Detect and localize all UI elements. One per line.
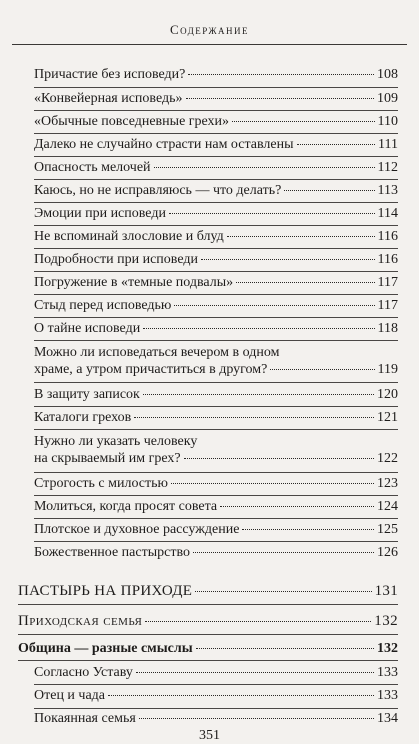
toc-entry[interactable]: [34, 521, 398, 538]
leader-dots: [134, 417, 374, 418]
entry-divider: [34, 495, 398, 496]
leader-dots: [186, 98, 375, 99]
leader-dots: [195, 591, 371, 592]
toc-entry[interactable]: [34, 205, 398, 222]
toc-entry-title: Стыд перед исповедью: [34, 298, 172, 313]
entry-divider: [34, 317, 398, 318]
toc-entry-page: 111: [378, 137, 398, 152]
leader-dots: [284, 190, 374, 191]
toc-entry[interactable]: [34, 274, 398, 291]
toc-entry-title: Каюсь, но не исправляюсь — что делать?: [34, 183, 282, 198]
entry-divider: [34, 202, 398, 203]
toc-entry[interactable]: [34, 710, 398, 727]
leader-dots: [108, 695, 374, 696]
toc-entry-page: 126: [377, 545, 398, 560]
leader-dots: [171, 483, 374, 484]
toc-entry-page: 134: [377, 711, 398, 726]
page-number: [0, 728, 419, 744]
entry-divider: [34, 248, 398, 249]
toc-entry-title-cont: на скрываемый им грех?: [34, 451, 181, 466]
toc-entry-title: Покаянная семья: [34, 711, 136, 726]
entry-divider: [18, 604, 398, 605]
chapter-page: 132: [374, 613, 398, 629]
toc-entry-title: «Конвейерная исповедь»: [34, 91, 183, 106]
entry-divider: [34, 472, 398, 473]
toc-entry-title: Согласно Уставу: [34, 665, 133, 680]
toc-entry-page: 113: [377, 183, 398, 198]
entry-divider: [34, 406, 398, 407]
subchapter-page: 132: [377, 641, 398, 656]
entry-divider: [34, 225, 398, 226]
entry-divider: [34, 87, 398, 88]
leader-dots: [139, 718, 374, 719]
entry-divider: [18, 660, 398, 661]
toc-chapter-heading[interactable]: [18, 613, 398, 630]
header-rule: [12, 44, 407, 45]
leader-dots: [297, 144, 376, 145]
entry-divider: [34, 271, 398, 272]
toc-entry-title-cont: храме, а утром причаститься в другом?: [34, 362, 268, 377]
toc-entry-title: Подробности при исповеди: [34, 252, 198, 267]
toc-entry-page: 123: [377, 476, 398, 491]
toc-entry[interactable]: [34, 90, 398, 107]
leader-dots: [220, 506, 374, 507]
leader-dots: [169, 213, 375, 214]
part-title: ПАСТЫРЬ НА ПРИХОДЕ: [18, 583, 193, 599]
toc-entry-title: Молиться, когда просят совета: [34, 499, 218, 514]
toc-entry-title: Плотское и духовное рассуждение: [34, 522, 240, 537]
toc-entry-page: 122: [377, 451, 398, 466]
toc-entry-title: Божественное пастырство: [34, 545, 190, 560]
toc-entry[interactable]: [34, 320, 398, 337]
leader-dots: [136, 672, 374, 673]
part-page: 131: [374, 583, 398, 599]
toc-entry[interactable]: [34, 251, 398, 268]
leader-dots: [184, 458, 374, 459]
toc-entry-title: Каталоги грехов: [34, 410, 132, 425]
leader-dots: [242, 529, 374, 530]
toc-entry[interactable]: [34, 687, 398, 704]
leader-dots: [154, 167, 375, 168]
toc-entry-title: Эмоции при исповеди: [34, 206, 166, 221]
entry-divider: [34, 684, 398, 685]
toc-entry-page: 121: [377, 410, 398, 425]
toc-entry-title: Далеко не случайно страсти нам оставлены: [34, 137, 294, 152]
leader-dots: [196, 648, 374, 649]
toc-entry-title: Погружение в «темные подвалы»: [34, 275, 234, 290]
toc-entry-page: 120: [377, 387, 398, 402]
toc-entry[interactable]: [34, 386, 398, 403]
toc-entry-title: Отец и чада: [34, 688, 106, 703]
toc-entry[interactable]: [34, 182, 398, 199]
toc-entry-title: Опасность мелочей: [34, 160, 151, 175]
entry-divider: [34, 429, 398, 430]
chapter-title: Приходская семья: [18, 613, 143, 629]
toc-entry-page: 133: [377, 665, 398, 680]
entry-divider: [18, 634, 398, 635]
toc-entry[interactable]: [34, 113, 398, 130]
entry-divider: [34, 541, 398, 542]
toc-entry-page: 124: [377, 499, 398, 514]
entry-divider: [34, 708, 398, 709]
toc-entry-page: 109: [377, 91, 398, 106]
toc-entry-title: В защиту записок: [34, 387, 140, 402]
entry-divider: [34, 518, 398, 519]
toc-entry-title: «Обычные повседневные грехи»: [34, 114, 230, 129]
toc-entry-title: Нужно ли указать человеку: [34, 434, 198, 449]
toc-entry-title: О тайне исповеди: [34, 321, 141, 336]
toc-entry-page: 112: [377, 160, 398, 175]
toc-entry[interactable]: [34, 344, 398, 378]
toc-entry[interactable]: [34, 297, 398, 314]
toc-entry-title: Можно ли исповедаться вечером в одном: [34, 345, 280, 360]
leader-dots: [145, 621, 371, 622]
leader-dots: [143, 394, 374, 395]
leader-dots: [232, 121, 374, 122]
toc-entry-page: 117: [377, 275, 398, 290]
leader-dots: [270, 369, 374, 370]
toc-entry-page: 110: [377, 114, 398, 129]
leader-dots: [193, 552, 374, 553]
toc-entry-page: 108: [377, 67, 398, 82]
leader-dots: [236, 282, 374, 283]
toc-entry-title: Причастие без исповеди?: [34, 67, 186, 82]
toc-entry[interactable]: [34, 664, 398, 681]
toc-entry-title: Строгость с милостью: [34, 476, 168, 491]
page-number-text: 351: [199, 728, 220, 743]
entry-divider: [34, 156, 398, 157]
toc-entry[interactable]: [34, 159, 398, 176]
toc-entry-title: Не вспоминай злословие и блуд: [34, 229, 224, 244]
toc-entry-page: 116: [377, 229, 398, 244]
toc-subchapter-heading[interactable]: [18, 640, 398, 657]
toc-entry[interactable]: [34, 498, 398, 515]
toc-part-heading[interactable]: [18, 583, 398, 600]
toc-entry[interactable]: [34, 433, 398, 467]
toc-entry-page: 118: [377, 321, 398, 336]
leader-dots: [188, 74, 374, 75]
toc-entry-page: 125: [377, 522, 398, 537]
leader-dots: [201, 259, 375, 260]
toc-entry[interactable]: [34, 66, 398, 83]
running-head: Содержание: [169, 22, 250, 37]
toc-entry[interactable]: [34, 544, 398, 561]
toc-entry[interactable]: [34, 409, 398, 426]
entry-divider: [34, 133, 398, 134]
entry-divider: [34, 294, 398, 295]
entry-divider: [34, 179, 398, 180]
toc-entry-page: 116: [377, 252, 398, 267]
toc-entry-page: 114: [377, 206, 398, 221]
entry-divider: [34, 110, 398, 111]
leader-dots: [174, 305, 374, 306]
toc-entry-page: 117: [377, 298, 398, 313]
leader-dots: [227, 236, 375, 237]
subchapter-title: Община — разные смыслы: [18, 641, 193, 656]
toc-entry[interactable]: [34, 228, 398, 245]
toc-entry-page: 119: [377, 362, 398, 377]
leader-dots: [143, 328, 374, 329]
toc-entry[interactable]: [34, 475, 398, 492]
toc-entry-page: 133: [377, 688, 398, 703]
entry-divider: [34, 382, 398, 383]
entry-divider: [34, 340, 398, 341]
toc-entry[interactable]: [34, 136, 398, 153]
